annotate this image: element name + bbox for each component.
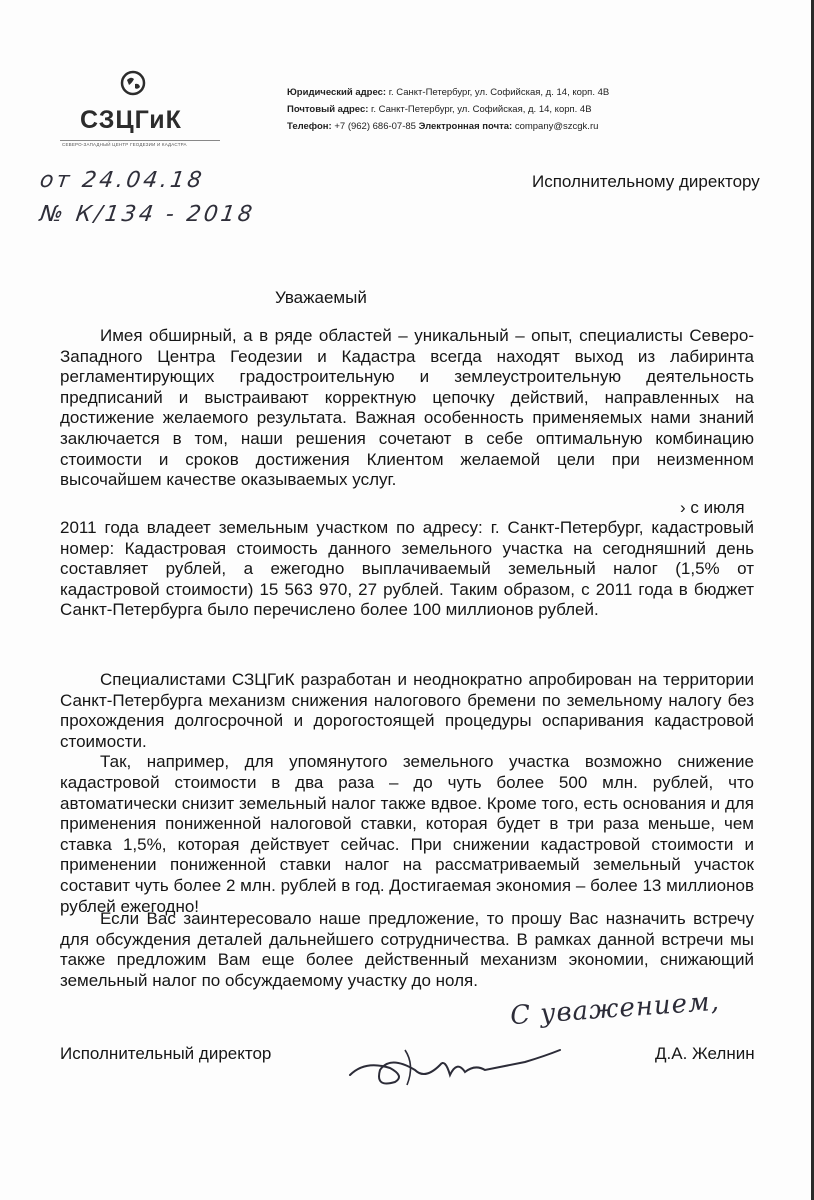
paragraph-text: Если Вас заинтересовало наше предложение, то прошу Вас назначить встречу для обсуждения деталей дальнейшего сотрудничества. В рамках данной встречи мы также предложим Вам еще более действенный механизм экономии, снижающий земельный налог по обсуждаемому участку до ноля.	[60, 909, 754, 990]
paragraph-text: 2011 года владеет земельным участком по адресу: г. Санкт-Петербург, кадастровый номер: Кадастровая стоимость данного земельного участка на сегодняшний день составляет рублей, а ежегодно выплачиваемый земельный налог (1,5% от кадастровой стоимости) 15 563 970, 27 рублей. Таким образом, с 2011 года в бюджет Санкт-Петербурга было перечислено более 100 миллионов рублей.	[60, 518, 754, 620]
paragraph-intro	[60, 326, 754, 491]
paragraph-land-plot	[60, 518, 754, 621]
postal-address-value: г. Санкт-Петербург, ул. Софийская, д. 14, корп. 4В	[368, 104, 592, 115]
company-subtitle: СЕВЕРО-ЗАПАДНЫЙ ЦЕНТР ГЕОДЕЗИИ И КАДАСТРА	[62, 142, 187, 147]
email-label: Электронная почта:	[418, 121, 513, 132]
paragraph-mechanism	[60, 670, 754, 917]
addressee: Исполнительному директору	[532, 172, 760, 191]
salutation: Уважаемый	[275, 288, 367, 307]
logo-divider	[60, 140, 220, 141]
postal-address-label: Почтовый адрес:	[287, 104, 369, 115]
signer-name: Д.А. Желнин	[655, 1044, 755, 1063]
legal-address-value: г. Санкт-Петербург, ул. Софийская, д. 14, корп. 4В	[386, 87, 610, 98]
paragraph-closing	[60, 909, 754, 991]
postal-address-row	[287, 101, 609, 118]
signer-position: Исполнительный директор	[60, 1044, 272, 1063]
contact-block	[287, 84, 609, 135]
outgoing-number: № К/134 - 2018	[38, 202, 257, 227]
globe-icon	[120, 70, 146, 96]
phone-value: +7 (962) 686-07-85	[331, 121, 419, 132]
paragraph-text: Имея обширный, а в ряде областей – уникальный – опыт, специалисты Северо-Западного Центра Геодезии и Кадастра всегда находят выход из лабиринта регламентирующих градостроительную и землеустроительную деятельность предписаний и выстраивают корректную цепочку действий, направленных на достижение желаемого результата. Важная особенность применяемых нами знаний заключается в том, наши решения сочетают в себе оптимальную комбинацию стоимости и сроков достижения Клиентом желаемой цели при неизменном высочайшем качестве оказываемых услуг.	[60, 326, 754, 490]
regards-handwritten: С уважением,	[509, 986, 721, 1032]
paragraph-text: Так, например, для упомянутого земельного участка возможно снижение кадастровой стоимости в два раза – до чуть более 500 млн. рублей, что автоматически снизит земельный налог также вдвое. Кроме того, есть основания и для применения пониженной налоговой ставки, которая будет в три раза меньше, чем ставка 1,5%, которая действует сейчас. При снижении кадастровой стоимости и применении пониженной ставки налог на рассматриваемый земельный участок составит чуть более 2 млн. рублей в год. Достигаемая экономия – более 13 миллионов рублей ежегодно!	[60, 752, 754, 916]
phone-email-row	[287, 118, 609, 135]
email-value: company@szcgk.ru	[512, 121, 599, 132]
paragraph-text: Специалистами СЗЦГиК разработан и неоднократно апробирован на территории Санкт-Петербурга механизм снижения налогового бремени по земельному налогу без прохождения долгосрочной и дорогостоящей процедуры оспаривания кадастровой стоимости.	[60, 670, 754, 751]
paragraph-fragment: › с июля	[680, 498, 745, 517]
company-logo	[62, 68, 220, 158]
legal-address-row	[287, 84, 609, 101]
signature-scribble	[345, 1030, 565, 1100]
company-name: СЗЦГиК	[80, 106, 182, 134]
legal-address-label: Юридический адрес:	[287, 87, 387, 98]
phone-label: Телефон:	[287, 121, 332, 132]
outgoing-date: от 24.04.18	[38, 168, 207, 193]
